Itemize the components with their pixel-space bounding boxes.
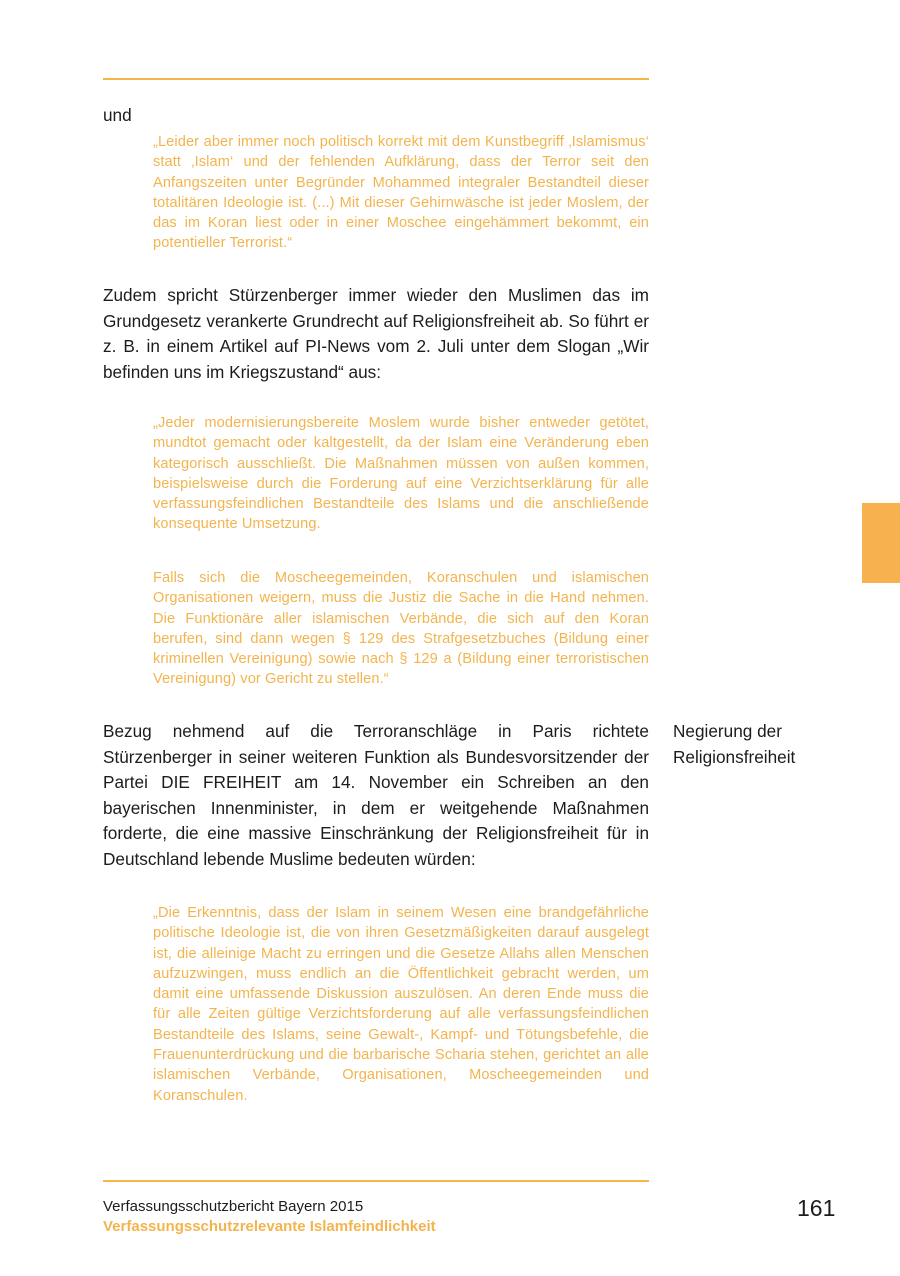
quote-block-4: „Die Erkenntnis, dass der Islam in seinem Wesen eine brandgefährliche politische Ideologie ist, die von ihren Gesetzmäßigkeiten darauf ausgelegt ist, die alleinige Macht zu erringen und die Gesetze Allahs allen Menschen aufzuzwingen, muss endlich an die Öffentlichkeit gebracht werden, um damit eine umfassende Diskussion auszulösen. An deren Ende muss die für alle Zeiten gültige Verzichtsforderung auf alle verfassungsfeindlichen Bestandteile des Islams, seine Gewalt-, Kampf- und Tötungsbefehle, die Frauenunterdrückung und die barbarische Scharia stehen, gerichtet an alle islamischen Verbände, Organisationen, Moscheegemeinden und Koranschulen.	[153, 905, 649, 1104]
margin-note-line-1: Negierung der	[673, 721, 782, 741]
quote-block-2: „Jeder modernisierungsbereite Moslem wurde bisher entweder getötet, mundtot gemacht oder kaltgestellt, da der Islam eine Veränderung eben kategorisch ausschließt. Die Maßnahmen müssen von außen kommen, beispielsweise durch die Forderung auf eine Verzichtserklärung für alle verfassungsfeindlichen Bestandteile des Islams und die anschließende konsequente Umsetzung.	[153, 415, 649, 533]
quote-block-1: „Leider aber immer noch politisch korrekt mit dem Kunstbegriff ‚Islamismus‘ statt ‚Islam‘ und der fehlenden Aufklärung, dass der Terror seit den Anfangszeiten unter Begründer Mohammed integraler Bestandteil dieser totalitären Ideologie ist. (...) Mit dieser Gehirnwäsche ist jeder Moslem, der das im Koran liest oder in einer Moschee eingehämmert bekommt, ein potentieller Terrorist.“	[153, 134, 649, 252]
margin-note-line-2: Religionsfreiheit	[673, 746, 796, 767]
footer-section-title: Verfassungsschutzrelevante Islamfeindlichkeit	[103, 1218, 436, 1235]
quote-block-3: Falls sich die Moscheegemeinden, Koranschulen und islamischen Organisationen weigern, muss die Justiz die Sache in die Hand nehmen. Die Funktionäre aller islamischen Verbände, die sich auf den Koran berufen, sind dann wegen § 129 des Strafgesetzbuches (Bildung einer kriminellen Vereinigung) sowie nach § 129 a (Bildung einer terroristischen Vereinigung) vor Gericht zu stellen.“	[153, 570, 649, 688]
footer-report-title: Verfassungsschutzbericht Bayern 2015	[103, 1198, 364, 1215]
page-number: 161	[797, 1195, 836, 1221]
body-paragraph-2: Bezug nehmend auf die Terroranschläge in Paris richtete Stürzenberger in seiner weiteren Funktion als Bundesvorsitzender der Partei DIE FREIHEIT am 14. November ein Schreiben an den bayerischen Innenminister, in dem er weitgehende Maßnahmen forderte, die eine massive Einschränkung der Religionsfreiheit für in Deutschland lebende Muslime bedeuten würden:	[103, 721, 649, 869]
footer-rule	[103, 1180, 649, 1182]
margin-note	[673, 719, 873, 770]
intro-text: und	[103, 105, 132, 125]
header-rule	[103, 78, 649, 80]
body-paragraph-1: Zudem spricht Stürzenberger immer wieder den Muslimen das im Grundgesetz verankerte Grundrecht auf Religionsfreiheit ab. So führt er z. B. in einem Artikel auf PI-News vom 2. Juli unter dem Slogan „Wir befinden uns im Kriegszustand“ aus:	[103, 285, 649, 382]
chapter-tab-marker	[862, 503, 900, 583]
